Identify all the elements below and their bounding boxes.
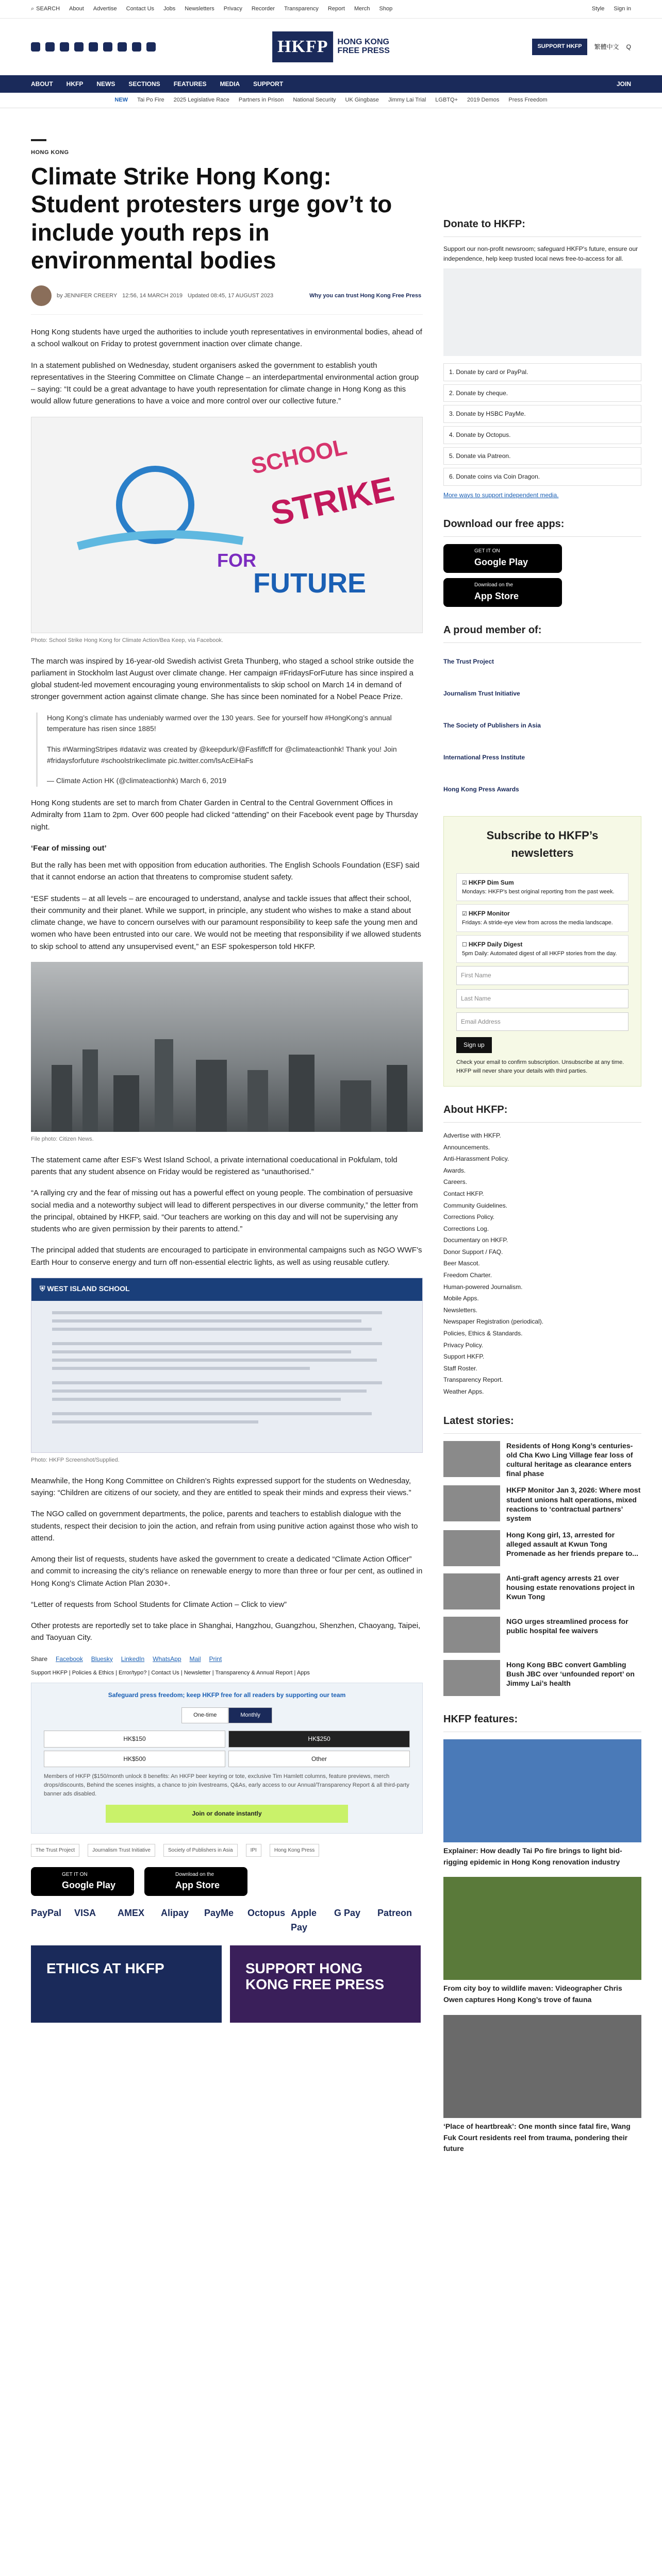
feature-image (443, 2015, 641, 2118)
search-link[interactable]: ⌕ SEARCH (31, 5, 60, 13)
amount-option[interactable]: HK$250 (228, 1731, 410, 1748)
share-bar (31, 1654, 423, 1664)
one-time-option[interactable]: One-time (181, 1707, 228, 1723)
story-thumbnail (443, 1573, 500, 1609)
about-link[interactable]: Anti-Harassment Policy. (443, 1155, 509, 1163)
share-linkedin[interactable]: LinkedIn (121, 1655, 145, 1663)
support-hkfp-button[interactable]: SUPPORT HKFP (532, 39, 587, 55)
checkbox-icon[interactable]: ☑ (462, 911, 469, 918)
octopus-icon: Octopus (247, 1908, 286, 1919)
google-play-badge[interactable]: GET IT ON Google Play (443, 544, 562, 573)
trend-link[interactable]: Jimmy Lai Trial (388, 96, 426, 103)
school-letter-screenshot (31, 1278, 423, 1453)
app-store-badge[interactable]: Download on the App Store (144, 1867, 247, 1896)
byline (31, 285, 423, 315)
updated-date: Updated 08:45, 17 AUGUST 2023 (187, 292, 274, 299)
about-link[interactable]: Staff Roster. (443, 1364, 477, 1372)
banner-word: FOR (217, 549, 256, 571)
trend-link[interactable]: Press Freedom (508, 96, 548, 103)
share-mail[interactable]: Mail (189, 1655, 201, 1663)
building-shape (387, 1065, 407, 1132)
about-link[interactable]: Weather Apps. (443, 1388, 484, 1395)
about-link[interactable]: Transparency Report. (443, 1376, 503, 1384)
photo-caption: File photo: Citizen News. (31, 1136, 94, 1142)
nav-right (617, 79, 631, 89)
about-link[interactable]: Human-powered Journalism. (443, 1283, 523, 1291)
trend-link[interactable]: 2019 Demos (467, 96, 500, 103)
trust-link[interactable]: Why you can trust Hong Kong Free Press (309, 292, 422, 299)
google-play-badge[interactable]: GET IT ON Google Play (31, 1867, 134, 1896)
about-link[interactable]: Newspaper Registration (periodical). (443, 1318, 544, 1326)
share-bluesky[interactable]: Bluesky (91, 1655, 113, 1663)
about-link[interactable]: Contact HKFP. (443, 1190, 484, 1197)
partner-logo[interactable]: IPI (246, 1844, 261, 1857)
latest-story[interactable]: Hong Kong girl, 13, arrested for alleged assault at Kwun Tong Promenade as her friends prepare to... (443, 1530, 641, 1566)
letter-link[interactable]: “Letter of requests from School Students for Climate Action – Click to view” (31, 1600, 287, 1609)
ethics-banner[interactable]: ETHICS AT HKFP (31, 1945, 222, 2023)
paragraph: In a statement published on Wednesday, student organisers asked the government to establish youth representatives in the Steering Committee on Climate Change – an interdepartmental environmental action group – saying: “It could be a great advantage to have youth representation for climate change in Hong Kong as this would allow future generations to have a voice and more control over our collective future.” (31, 361, 419, 406)
checkbox-icon[interactable]: ☐ (462, 942, 469, 948)
partner-logo[interactable]: Society of Publishers in Asia (163, 1844, 238, 1857)
language-link[interactable]: 繁體中文 (594, 43, 619, 50)
topbar-merch[interactable]: Merch (354, 5, 370, 12)
sidebar-heading: HKFP features: (443, 1711, 641, 1732)
google-pay-icon: G Pay (334, 1908, 361, 1919)
newsletter-box (443, 816, 641, 1087)
embedded-tweet (36, 713, 423, 787)
logo-text: HONG KONG FREE PRESS (337, 38, 390, 55)
feature-story[interactable]: From city boy to wildlife maven: Videographer Chris Owen captures Hong Kong’s trove of fauna (443, 1877, 641, 2005)
amex-icon: AMEX (118, 1908, 145, 1919)
site-header (0, 19, 662, 75)
social-links (31, 42, 156, 52)
more-ways-link[interactable]: More ways to support independent media. (443, 491, 559, 499)
app-store-badge[interactable]: Download on the App Store (443, 578, 562, 607)
share-facebook[interactable]: Facebook (56, 1655, 83, 1663)
building-shape (196, 1060, 227, 1132)
feature-image (443, 1739, 641, 1842)
smog-skyline-photo (31, 962, 423, 1132)
app-store-badges (31, 1867, 423, 1896)
story-thumbnail (443, 1660, 500, 1696)
about-link[interactable]: Newsletters. (443, 1306, 478, 1314)
banner-word: STRIKE (267, 469, 398, 533)
about-link[interactable]: Careers. (443, 1178, 468, 1186)
text-line-group (52, 1311, 382, 1423)
top-utility-bar (0, 0, 662, 19)
article-category[interactable]: HONG KONG (31, 149, 69, 156)
topbar-privacy[interactable]: Privacy (223, 5, 242, 12)
member-logo[interactable]: The Society of Publishers in Asia (443, 721, 541, 729)
about-section (443, 1102, 641, 1398)
building-shape (155, 1039, 173, 1132)
about-list (443, 1130, 641, 1398)
nav-news[interactable]: NEWS (96, 80, 115, 88)
about-link[interactable]: Policies, Ethics & Standards. (443, 1330, 523, 1337)
donate-widget (31, 1683, 423, 1834)
topbar-right (592, 5, 631, 13)
nav-support[interactable]: SUPPORT (253, 80, 284, 88)
author-name[interactable]: by JENNIFER CREERY (57, 292, 118, 299)
bluesky-icon[interactable] (103, 42, 112, 52)
main-nav (0, 75, 662, 93)
sidebar (443, 139, 641, 2170)
logo-mark: HKFP (272, 31, 333, 63)
members-section (443, 622, 641, 801)
donate-method[interactable]: 5. Donate via Patreon. (443, 447, 641, 465)
support-banner[interactable]: SUPPORT HONG KONG FREE PRESS (230, 1945, 421, 2023)
building-shape (247, 1070, 268, 1132)
about-link[interactable]: Corrections Policy. (443, 1213, 495, 1221)
trend-link[interactable]: 2025 Legislative Race (173, 96, 229, 103)
sidebar-heading: A proud member of: (443, 622, 641, 643)
about-link[interactable]: Support HKFP. (443, 1353, 485, 1361)
story-thumbnail (443, 1441, 500, 1477)
monthly-option[interactable]: Monthly (228, 1707, 272, 1723)
amount-option[interactable]: Other (228, 1751, 410, 1768)
partner-logo[interactable]: Hong Kong Press (270, 1844, 319, 1857)
banner-word: SCHOOL (249, 434, 350, 479)
donate-method[interactable]: 2. Donate by cheque. (443, 384, 641, 402)
about-link[interactable]: Corrections Log. (443, 1225, 489, 1232)
paragraph: The NGO called on government departments, the police, parents and teachers to establish dialogue with the students, respect their decision to join the action, and refrain from using punitive action against those who wish to attend. (31, 1510, 418, 1543)
share-whatsapp[interactable]: WhatsApp (153, 1655, 181, 1663)
topbar-transparency[interactable]: Transparency (284, 5, 319, 12)
email-input[interactable]: Email Address (456, 1012, 628, 1031)
globe-circle-icon (119, 469, 191, 541)
share-label: Share (31, 1655, 48, 1663)
nav-hkfp[interactable]: HKFP (66, 80, 84, 88)
about-link[interactable]: Donor Support / FAQ. (443, 1248, 503, 1256)
partner-logos (31, 1844, 423, 1857)
amount-options (44, 1731, 410, 1767)
skyline-illustration (31, 962, 423, 1132)
paragraph: The march was inspired by 16-year-old Swedish activist Greta Thunberg, who staged a school strike outside the parliament in Stockholm last August over climate change. Her campaign #FridaysForFuture has since inspired a global student-led movement encouraging young environmentalists to skip school on March 14 in demand of stronger government action against climate change. She has since been nominated for a Nobel Peace Prize. (31, 656, 414, 702)
trend-link[interactable]: UK Gingbase (345, 96, 379, 103)
about-link[interactable]: Documentary on HKFP. (443, 1236, 508, 1244)
paragraph: The principal added that students are encouraged to participate in environmental campaigns such as NGO WWF’s Earth Hour to conserve energy and turn off non-essential electric lights, as well as using reusable cutlery. (31, 1246, 422, 1267)
apps-section (443, 516, 641, 607)
nav-media[interactable]: MEDIA (220, 80, 240, 88)
sidebar-heading: Donate to HKFP: (443, 216, 641, 237)
topbar-recorder[interactable]: Recorder (251, 5, 275, 12)
about-link[interactable]: Privacy Policy. (443, 1341, 484, 1349)
publish-date: 12:56, 14 MARCH 2019 (122, 292, 183, 299)
nav-about[interactable]: ABOUT (31, 80, 53, 88)
donate-section (443, 216, 641, 501)
tweet-text: Hong Kong’s climate has undeniably warmed over the 130 years. See for yourself how #HongKong’s annual temperature has risen since 1885! (47, 713, 392, 733)
sidebar-heading: About HKFP: (443, 1102, 641, 1123)
donate-method[interactable]: 6. Donate coins via Coin Dragon. (443, 468, 641, 486)
amount-option[interactable]: HK$150 (44, 1731, 225, 1748)
divider (31, 139, 46, 141)
trending-bar (0, 93, 662, 108)
paragraph: Other protests are reportedly set to take place in Shanghai, Hangzhou, Guangzhou, Shenzhen, Chaoyang, Taipei, and Taoyuan City. (31, 1621, 421, 1642)
x-icon[interactable] (45, 42, 55, 52)
protest-banner-photo (31, 417, 423, 633)
donate-note: Support our non-profit newsroom; safeguard HKFP's future, ensure our independence, help keep trusted local news free-to-access for all. (443, 245, 638, 262)
instagram-icon[interactable] (60, 42, 69, 52)
youtube-icon[interactable] (74, 42, 84, 52)
nav-features[interactable]: FEATURES (173, 80, 207, 88)
paragraph: “ESF students – at all levels – are encouraged to understand, analyse and tackle issues that affect their school, their community and their planet. While we support, in principle, any student who wishes to make a stand about climate change, we have to concern ourselves with our paramount responsibility to keep safe the young men and women who have been entrusted into our care. We would not be meeting that responsibility if we allowed students to skip school to attend any unsupervised event,” an ESF spokesperson told HKFP. (31, 894, 421, 951)
paragraph: Meanwhile, the Hong Kong Committee on Children’s Rights expressed support for the students on Wednesday, saying: “Children are citizens of our society, and they are entitled to speak their minds and express their views.” (31, 1476, 411, 1498)
author-avatar[interactable] (31, 285, 52, 306)
latest-story[interactable]: HKFP Monitor Jan 3, 2026: Where most student unions halt operations, mixed reactions to ‘contractual partners’ system (443, 1485, 641, 1523)
newsletter-heading: Subscribe to HKFP’s newsletters (486, 829, 599, 860)
donate-method[interactable]: 3. Donate by HSBC PayMe. (443, 405, 641, 423)
member-logo[interactable]: The Trust Project (443, 657, 494, 665)
rss-icon[interactable] (146, 42, 156, 52)
new-label: NEW (114, 96, 128, 103)
feature-story[interactable]: Explainer: How deadly Tai Po fire brings to light bid-rigging epidemic in Hong Kong renovation industry (443, 1739, 641, 1868)
about-link[interactable]: Announcements. (443, 1143, 490, 1151)
sign-in-link[interactable]: Sign in (614, 5, 631, 12)
patreon-icon: Patreon (377, 1908, 412, 1919)
checkbox-icon[interactable]: ☑ (462, 880, 469, 887)
about-link[interactable]: Beer Mascot. (443, 1260, 480, 1267)
school-crest-icon: ⛨ (40, 1284, 47, 1293)
latest-story[interactable]: NGO urges streamlined process for public hospital fee waivers (443, 1617, 641, 1653)
feature-image (443, 1877, 641, 1980)
content-wrap (0, 139, 662, 2170)
building-shape (82, 1049, 98, 1132)
first-name-input[interactable]: First Name (456, 966, 628, 985)
letter-text-lines (31, 1301, 413, 1445)
alipay-icon: Alipay (161, 1908, 189, 1919)
newsletter-option[interactable]: ☐ HKFP Daily Digest 5pm Daily: Automated digest of all HKFP stories from the day. (456, 935, 628, 963)
header-search-icon[interactable]: Q (626, 43, 631, 50)
last-name-input[interactable]: Last Name (456, 989, 628, 1008)
trend-link[interactable]: National Security (293, 96, 336, 103)
topbar-report[interactable]: Report (327, 5, 345, 12)
member-benefits: Members of HKFP ($150/month unlock 8 benefits: An HKFP beer keyring or tote, exclusive Tim Hamlett columns, feature previews, merch drops/discounts, Behind the scenes insights, a chance to join livestreams, Q&As, early access to our Annual/Transparency Report & all third-party banner ads disabled. (44, 1773, 409, 1798)
visa-icon: VISA (74, 1908, 96, 1919)
banner-word: FUTURE (253, 567, 366, 599)
payment-methods (31, 1906, 423, 1935)
donate-method[interactable]: 1. Donate by card or PayPal. (443, 363, 641, 381)
about-link[interactable]: Freedom Charter. (443, 1272, 492, 1279)
facebook-icon[interactable] (31, 42, 40, 52)
nav-join[interactable]: JOIN (616, 80, 631, 88)
photo-caption: Photo: HKFP Screenshot/Supplied. (31, 1456, 120, 1463)
paragraph: Hong Kong students have urged the authorities to include youth representatives in environmental bodies, ahead of a school walkout on Friday to protest government inaction over climate change. (31, 328, 422, 349)
newsletter-option[interactable]: ☑ HKFP Dim Sum Mondays: HKFP's best original reporting from the past week. (456, 873, 628, 901)
trend-link[interactable]: Partners in Prison (238, 96, 284, 103)
latest-story[interactable]: Anti-graft agency arrests 21 over housing estate renovations project in Kwun Tong (443, 1573, 641, 1609)
donate-image (443, 268, 641, 356)
sidebar-heading: Latest stories: (443, 1413, 641, 1434)
newsletter-option[interactable]: ☑ HKFP Monitor Fridays: A stride-eye view from across the media landscape. (456, 904, 628, 932)
threads-icon[interactable] (89, 42, 98, 52)
topbar-shop[interactable]: Shop (379, 5, 393, 12)
tweet-attribution[interactable]: — Climate Action HK (@climateactionhk) March 6, 2019 (47, 776, 227, 785)
tweet-text[interactable]: This #WarmingStripes #dataviz was created by @keepdurk/@Fasfiffcff for @climateactionhk! Thank you! Join #fridaysforfuture #schoolstrikeclimate pic.twitter.com/lsAcEiHaFs (47, 745, 397, 765)
frequency-toggle (44, 1707, 410, 1723)
nav-sections[interactable]: SECTIONS (128, 80, 160, 88)
donate-methods (443, 363, 641, 486)
story-thumbnail (443, 1530, 500, 1566)
photo-caption: Photo: School Strike Hong Kong for Climate Action/Bea Keep, via Facebook. (31, 637, 223, 643)
building-shape (289, 1055, 315, 1132)
site-logo[interactable] (272, 31, 390, 63)
about-link[interactable]: Advertise with HKFP. (443, 1131, 501, 1139)
building-shape (113, 1075, 139, 1132)
paragraph: But the rally has been met with opposition from education authorities. The English Schools Foundation (ESF) said that it cannot endorse an action that threatens to compromise student safety. (31, 861, 420, 882)
topbar-contact[interactable]: Contact Us (126, 5, 155, 12)
mastodon-icon[interactable] (132, 42, 141, 52)
building-shape (340, 1080, 371, 1132)
donate-widget-title[interactable]: Safeguard press freedom; keep HKFP free for all readers by supporting our team (108, 1691, 346, 1699)
paragraph: “A rallying cry and the fear of missing out has a powerful effect on young people. The combination of persuasive social media and a noteworthy subject will lead to different perspectives in our diverse community,” the letter from the principal, obtained by HKFP, said. “Our teachers are working on this day and will not be supervising any students who are given permission by their parents to attend.” (31, 1189, 418, 1234)
apple-pay-icon: Apple Pay (291, 1908, 317, 1933)
linkedin-icon[interactable] (118, 42, 127, 52)
paragraph: Among their list of requests, students have asked the government to create a dedicated “Climate Action Officer” and commit to increasing the city’s reliance on renewable energy to more than three or four per cent, as outlined in Hong Kong’s Climate Action Plan 2030+. (31, 1555, 423, 1588)
paragraph: Hong Kong students are set to march from Chater Garden in Central to the Central Government Offices in Admiralty from 11am to 2pm. Over 600 people had clicked “attending” on their Facebook event page by Thursday night. (31, 799, 418, 832)
partner-logo[interactable]: Journalism Trust Initiative (88, 1844, 155, 1857)
search-icon: ⌕ (31, 5, 35, 12)
partner-logo[interactable]: The Trust Project (31, 1844, 79, 1857)
about-link[interactable]: Community Guidelines. (443, 1201, 508, 1209)
latest-section (443, 1413, 641, 1697)
sidebar-heading: Download our free apps: (443, 516, 641, 537)
share-print[interactable]: Print (209, 1655, 222, 1663)
story-thumbnail (443, 1617, 500, 1653)
latest-story[interactable]: Hong Kong BBC convert Gambling Bush JBC over ‘unfounded report’ on Jimmy Lai’s health (443, 1660, 641, 1696)
about-link[interactable]: Awards. (443, 1166, 466, 1174)
article-title: Climate Strike Hong Kong: Student protesters urge gov’t to include youth reps in environmental bodies (31, 163, 392, 274)
letter-header: ⛨ WEST ISLAND SCHOOL (31, 1278, 422, 1301)
topbar-newsletters[interactable]: Newsletters (185, 5, 214, 12)
building-shape (52, 1065, 72, 1132)
trend-link[interactable]: LGBTQ+ (435, 96, 458, 103)
trend-link[interactable]: Tai Po Fire (137, 96, 164, 103)
subheading: ‘Fear of missing out’ (31, 843, 107, 853)
paragraph: The statement came after ESF’s West Island School, a private international coeducational in Pokfulam, told parents that any student absence on Friday would be registered as “unauthorised.” (31, 1155, 398, 1177)
join-button[interactable]: Join or donate instantly (106, 1805, 348, 1823)
style-toggle[interactable]: Style (591, 5, 605, 12)
article (31, 139, 423, 2170)
support-links[interactable]: Support HKFP | Policies & Ethics | Error/typo? | Contact Us | Newsletter | Transparency & Annual Report | Apps (31, 1670, 310, 1676)
banner-illustration (31, 417, 423, 633)
features-section (443, 1711, 641, 2155)
donate-method[interactable]: 4. Donate by Octopus. (443, 426, 641, 444)
member-logo[interactable]: International Press Institute (443, 753, 525, 761)
newsletter-note: Check your email to confirm subscription. Unsubscribe at any time. HKFP will never share your details with third parties. (456, 1059, 624, 1074)
promo-banners (31, 1945, 423, 2023)
latest-story[interactable]: Residents of Hong Kong’s centuries-old Cha Kwo Ling Village fear loss of cultural heritage as clearance enters final phase (443, 1441, 641, 1479)
topbar-about[interactable]: About (69, 5, 84, 12)
story-thumbnail (443, 1485, 500, 1521)
topbar-advertise[interactable]: Advertise (93, 5, 117, 12)
payme-icon: PayMe (204, 1908, 234, 1919)
amount-option[interactable]: HK$500 (44, 1751, 225, 1768)
header-actions (532, 39, 631, 55)
paypal-icon: PayPal (31, 1908, 62, 1919)
member-logo[interactable]: Hong Kong Press Awards (443, 785, 519, 793)
member-logo[interactable]: Journalism Trust Initiative (443, 689, 520, 697)
topbar-jobs[interactable]: Jobs (163, 5, 176, 12)
about-link[interactable]: Mobile Apps. (443, 1295, 479, 1302)
feature-story[interactable]: ‘Place of heartbreak’: One month since fatal fire, Wang Fuk Court residents reel from trauma, pondering their future (443, 2015, 641, 2155)
sign-up-button[interactable]: Sign up (456, 1037, 492, 1053)
